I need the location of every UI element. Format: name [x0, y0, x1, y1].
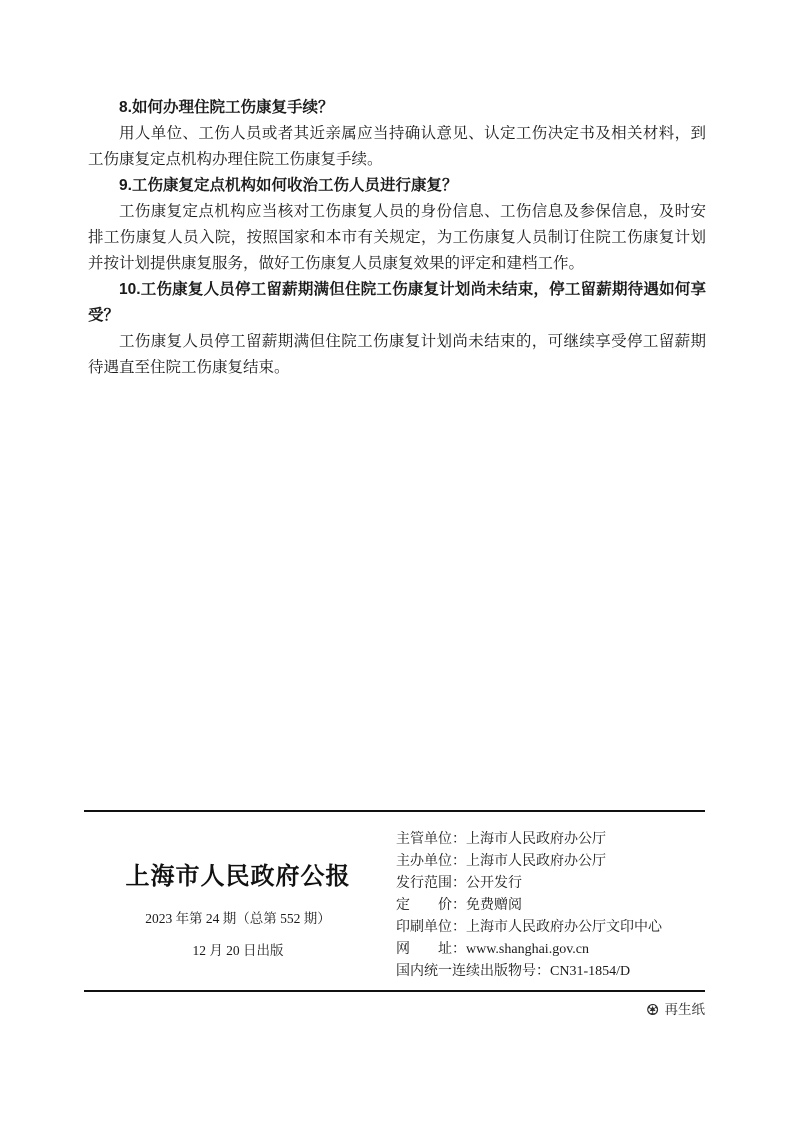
info-label: 主管单位 [396, 832, 452, 847]
info-label: 定 价 [396, 898, 452, 913]
recycled-paper-icon: ♼ [646, 1001, 660, 1019]
issue-number-line: 2023 年第 24 期（总第 552 期） [145, 911, 331, 926]
qa-section [88, 95, 706, 381]
qa-question-text: 工伤康复人员停工留薪期满但住院工伤康复计划尚未结束，停工留薪期待遇如何享受？ [88, 281, 706, 324]
info-value: CN31-1854/D [550, 964, 631, 979]
recycled-paper-label: 再生纸 [664, 1002, 705, 1017]
info-label: 国内统一连续出版物号 [396, 964, 536, 979]
gazette-title: 上海市人民政府公报 [125, 864, 351, 890]
info-row-distribution [396, 873, 705, 895]
info-separator: ： [536, 964, 550, 979]
info-value: www.shanghai.gov.cn [466, 942, 589, 957]
qa-question-10 [88, 277, 706, 329]
info-label: 发行范围 [396, 876, 452, 891]
info-value: 上海市人民政府办公厅文印中心 [466, 920, 662, 935]
info-row-organizer [396, 851, 705, 873]
publish-date-line: 12 月 20 日出版 [192, 943, 284, 958]
info-row-printer [396, 917, 705, 939]
qa-question-text: 如何办理住院工伤康复手续？ [131, 99, 334, 116]
info-value: 免费赠阅 [466, 898, 522, 913]
info-value: 上海市人民政府办公厅 [466, 854, 606, 869]
qa-answer-9: 工伤康复定点机构应当核对工伤康复人员的身份信息、工伤信息及参保信息，及时安排工伤康复人员入院，按照国家和本市有关规定，为工伤康复人员制订住院工伤康复计划并按计划提供康复服务，做好工伤康复人员康复效果的评定和建档工作。 [88, 203, 706, 272]
qa-question-9 [88, 173, 706, 199]
info-row-issn [396, 961, 705, 983]
qa-question-8 [88, 95, 706, 121]
info-label: 网 址 [396, 942, 452, 957]
info-separator: ： [452, 920, 466, 935]
info-value: 上海市人民政府办公厅 [466, 832, 606, 847]
qa-number: 9. [119, 177, 132, 194]
colophon-left-block [112, 856, 364, 959]
recycled-paper-mark [84, 1000, 705, 1020]
qa-answer-8: 用人单位、工伤人员或者其近亲属应当持确认意见、认定工伤决定书及相关材料，到工伤康复定点机构办理住院工伤康复手续。 [88, 125, 706, 168]
info-separator: ： [452, 832, 466, 847]
bottom-divider [84, 990, 705, 992]
info-label: 印刷单位 [396, 920, 452, 935]
qa-question-text: 工伤康复定点机构如何收治工伤人员进行康复？ [131, 177, 458, 194]
info-separator: ： [452, 854, 466, 869]
qa-answer-10: 工伤康复人员停工留薪期满但住院工伤康复计划尚未结束的，可继续享受停工留薪期待遇直至住院工伤康复结束。 [88, 333, 706, 376]
colophon-info-list [396, 829, 705, 983]
info-row-supervisor [396, 829, 705, 851]
colophon-block [84, 810, 705, 990]
info-value: 公开发行 [466, 876, 522, 891]
info-separator: ： [452, 898, 466, 913]
qa-number: 8. [119, 99, 132, 116]
info-label: 主办单位 [396, 854, 452, 869]
qa-number: 10. [119, 281, 141, 298]
info-separator: ： [452, 876, 466, 891]
info-row-price [396, 895, 705, 917]
info-row-website [396, 939, 705, 961]
info-separator: ： [452, 942, 466, 957]
